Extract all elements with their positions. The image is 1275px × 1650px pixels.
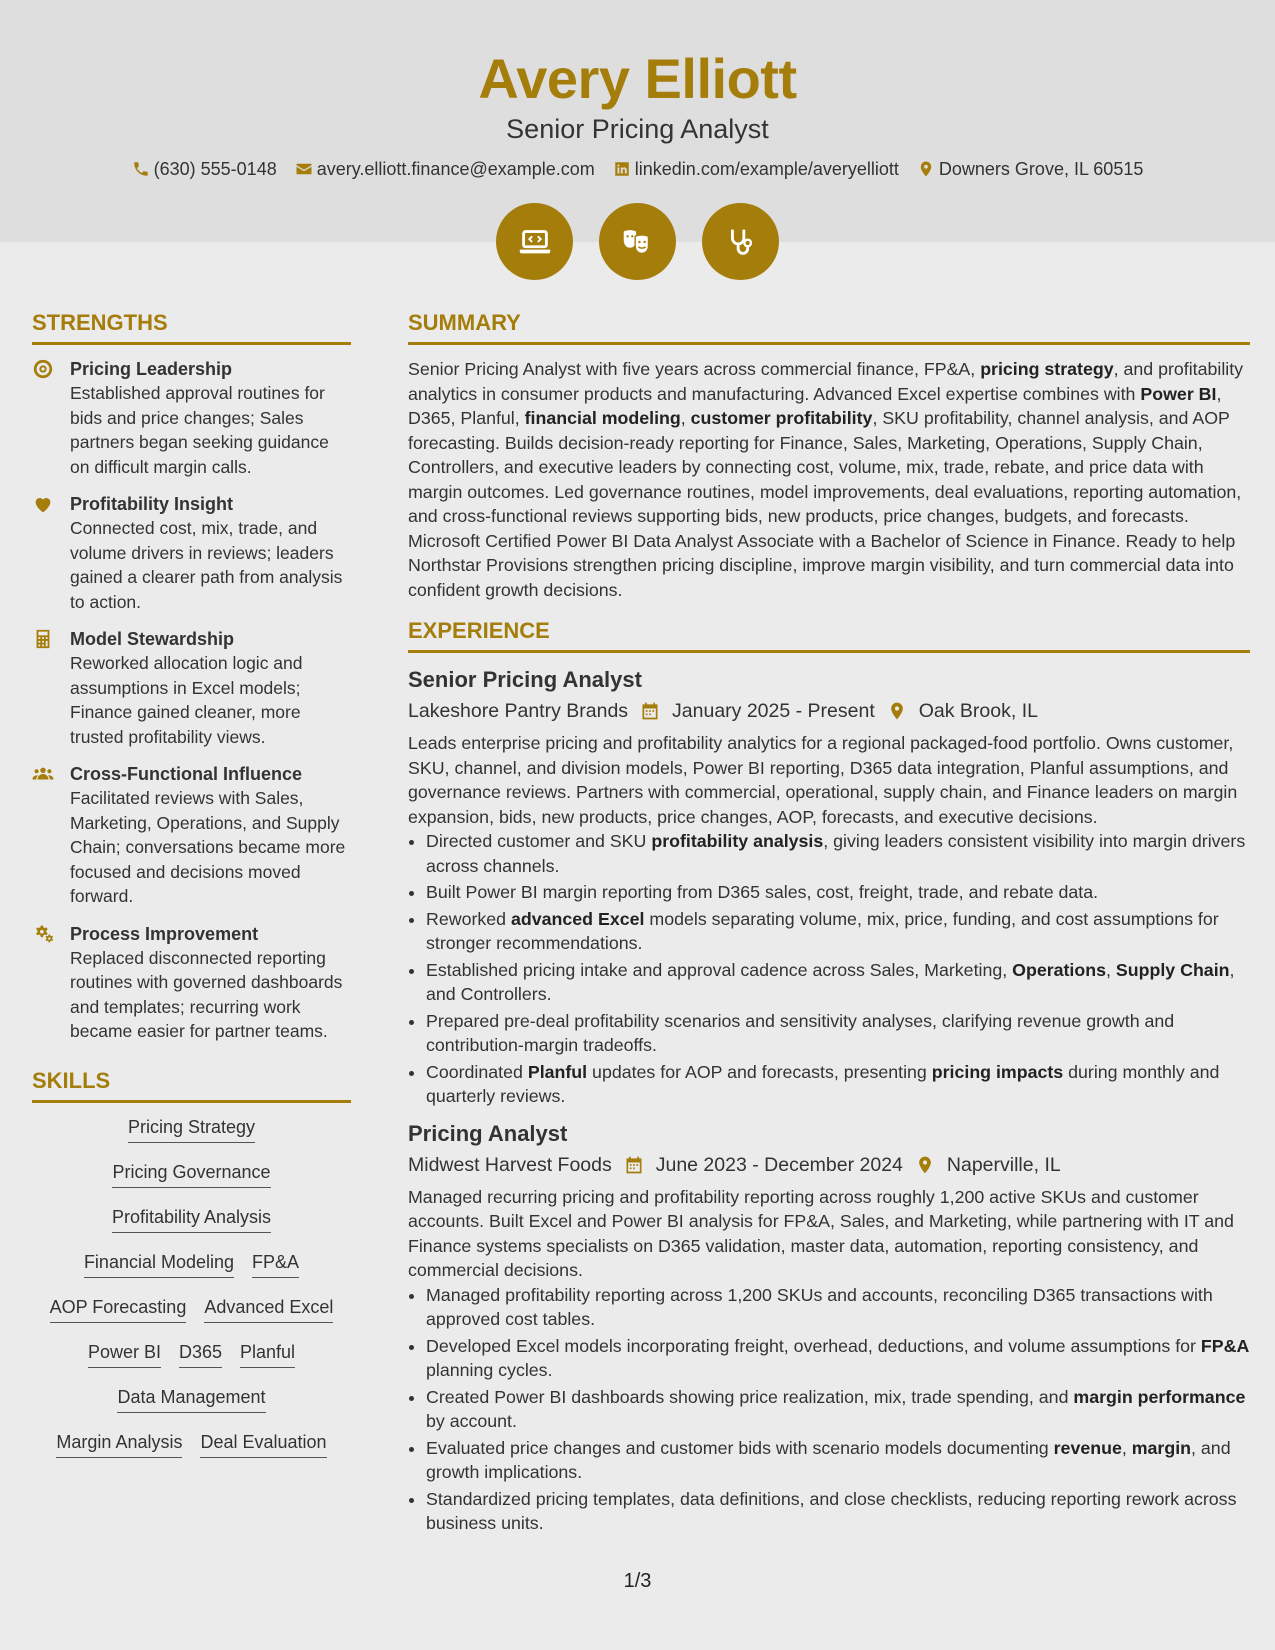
summary-text <box>408 357 1250 602</box>
bold-keyword: Operations <box>1012 959 1106 980</box>
map-pin-icon <box>915 1155 935 1175</box>
skill-tag: Pricing Governance <box>112 1160 270 1188</box>
left-column <box>32 308 351 1475</box>
skill-tag: Data Management <box>117 1385 265 1413</box>
job-dates: January 2025 - Present <box>672 700 875 722</box>
contact-email[interactable] <box>295 158 595 180</box>
hobby-circle <box>496 203 573 280</box>
job-dates: June 2023 - December 2024 <box>655 1153 903 1176</box>
experience-heading: EXPERIENCE <box>408 616 1250 653</box>
strength-item <box>32 627 351 749</box>
skill-row <box>32 1160 351 1205</box>
skill-row <box>32 1340 351 1385</box>
job-location: Oak Brook, IL <box>918 700 1038 722</box>
text-segment: models separating volume, mix, price, funding, and cost assumptions for stronger recommendations. <box>426 908 1219 953</box>
text-segment: , and Controllers. <box>426 959 1235 1004</box>
bullet-item <box>426 1060 1250 1109</box>
text-segment: Built Power BI margin reporting from D365 sales, cost, freight, trade, and rebate data. <box>426 882 1099 902</box>
bullet-item <box>426 1385 1250 1434</box>
strength-item <box>32 492 351 614</box>
text-segment: , and growth implications. <box>426 1437 1231 1482</box>
bold-keyword: margin <box>1131 1437 1192 1458</box>
job-entry <box>408 665 1250 1109</box>
job-bullets <box>408 1283 1250 1536</box>
contact-location <box>917 158 1143 180</box>
bullet-item <box>426 907 1250 956</box>
bold-keyword: Supply Chain <box>1115 959 1230 980</box>
map-pin-icon <box>887 701 907 721</box>
gears-icon <box>32 923 54 945</box>
text-segment: , <box>1106 959 1116 980</box>
job-description: Managed recurring pricing and profitability reporting across roughly 1,200 active SKUs and customer accounts. Built Excel and Power BI analysis for FP&A, Sales, and Marketing, while partnering with IT and Finance systems specialists on D365 validation, master data, automation, reporting consistency, and commercial decisions. <box>408 1186 1234 1280</box>
users-icon <box>32 763 54 785</box>
right-column <box>408 308 1250 1546</box>
skill-tag: Pricing Strategy <box>128 1115 255 1143</box>
bold-keyword: margin performance <box>1073 1386 1246 1407</box>
job-company: Midwest Harvest Foods <box>408 1153 612 1176</box>
phone-text: (630) 555-0148 <box>153 159 277 179</box>
bullet-item <box>426 1334 1250 1383</box>
text-segment: Created Power BI dashboards showing price realization, mix, trade spending, and <box>426 1386 1074 1407</box>
text-segment: during monthly and quarterly reviews. <box>426 1061 1220 1106</box>
bullet-item <box>426 958 1250 1007</box>
email-text: avery.elliott.finance@example.com <box>316 159 595 179</box>
candidate-name: Avery Elliott <box>478 47 797 110</box>
strength-title: Process Improvement <box>70 923 259 944</box>
skill-tag: Planful <box>240 1340 295 1368</box>
calendar-icon <box>624 1155 644 1175</box>
candidate-title: Senior Pricing Analyst <box>506 114 769 144</box>
strength-description: Reworked allocation logic and assumptions in Excel models; Finance gained cleaner, more trusted profitability views. <box>70 653 303 747</box>
stethoscope-icon <box>722 223 760 261</box>
bold-keyword: financial modeling <box>524 408 681 428</box>
contact-info <box>0 158 1275 180</box>
bullet-item <box>426 1487 1250 1536</box>
text-segment: , <box>1121 1437 1132 1458</box>
bold-keyword: Power BI <box>1140 383 1217 404</box>
text-segment: , <box>680 408 691 428</box>
text-segment: Coordinated <box>426 1061 528 1082</box>
bold-keyword: pricing strategy <box>980 359 1114 379</box>
contact-linkedin[interactable] <box>613 158 899 180</box>
skill-row <box>32 1250 351 1295</box>
text-segment: Evaluated price changes and customer bids with scenario models documenting <box>426 1437 1054 1458</box>
calendar-icon <box>640 701 660 721</box>
job-entry <box>408 1119 1250 1536</box>
calculator-icon <box>32 628 54 650</box>
location-text: Downers Grove, IL 60515 <box>938 159 1144 179</box>
strength-title: Cross-Functional Influence <box>70 764 303 784</box>
strength-item <box>32 357 351 479</box>
bullet-item <box>426 829 1250 878</box>
skill-tag: Profitability Analysis <box>112 1205 271 1233</box>
linkedin-text: linkedin.com/example/averyelliott <box>634 159 899 179</box>
contact-phone[interactable] <box>132 158 277 180</box>
text-segment: Directed customer and SKU <box>426 831 652 851</box>
job-title: Senior Pricing Analyst <box>408 667 642 692</box>
strength-description: Replaced disconnected reporting routines with governed dashboards and templates; recurring work became easier for partner teams. <box>70 947 343 1041</box>
skill-tag: Financial Modeling <box>84 1250 234 1278</box>
bold-keyword: FP&A <box>1200 1335 1250 1356</box>
skill-row <box>32 1115 351 1160</box>
bold-keyword: advanced Excel <box>511 908 645 929</box>
skill-row <box>32 1430 351 1475</box>
skill-tag: Deal Evaluation <box>200 1430 326 1458</box>
job-location: Naperville, IL <box>946 1153 1061 1176</box>
skill-tag: Power BI <box>88 1340 161 1368</box>
skills-list <box>32 1115 351 1475</box>
page-number: 1/3 <box>623 1570 652 1592</box>
job-meta <box>408 697 1250 725</box>
text-segment: , and profitability analytics in consumer products and manufacturing. Advanced Excel expertise combines with <box>408 359 1244 404</box>
skill-tag: D365 <box>179 1340 222 1368</box>
text-segment: , D365, Planful, <box>408 383 1222 428</box>
linkedin-icon <box>613 160 631 178</box>
map-pin-icon <box>917 160 935 178</box>
strength-item <box>32 762 351 909</box>
text-segment: updates for AOP and forecasts, presenting <box>587 1061 932 1082</box>
skill-row <box>32 1385 351 1430</box>
job-bullets <box>408 829 1250 1109</box>
bullet-item <box>426 880 1250 905</box>
text-segment: planning cycles. <box>426 1360 553 1380</box>
skill-tag: Margin Analysis <box>56 1430 182 1458</box>
text-segment: Developed Excel models incorporating freight, overhead, deductions, and volume assumptions for <box>426 1335 1201 1356</box>
strength-description: Facilitated reviews with Sales, Marketing, Operations, and Supply Chain; conversations became more focused and decisions moved forward. <box>70 788 346 906</box>
strength-description: Established approval routines for bids and price changes; Sales partners began seeking guidance on difficult margin calls. <box>70 383 329 477</box>
strength-title: Pricing Leadership <box>70 359 233 379</box>
text-segment: Prepared pre-deal profitability scenarios and sensitivity analyses, clarifying revenue growth and contribution-margin tradeoffs. <box>426 1010 1175 1055</box>
skill-row <box>32 1205 351 1250</box>
strength-item <box>32 922 351 1044</box>
strength-title: Model Stewardship <box>70 629 235 649</box>
strengths-heading: STRENGTHS <box>32 308 351 345</box>
laptop-code-icon <box>516 223 554 261</box>
bold-keyword: revenue <box>1053 1437 1122 1458</box>
skill-tag: AOP Forecasting <box>50 1295 187 1323</box>
skill-tag: FP&A <box>252 1250 299 1278</box>
target-icon <box>32 358 54 380</box>
job-title: Pricing Analyst <box>408 1120 568 1146</box>
job-description: Leads enterprise pricing and profitability analytics for a regional packaged-food portfolio. Owns customer, SKU, channel, and division models, Power BI reporting, D365 data integration, Planful assumptions, and governance reviews. Partners with commercial, operational, supply chain, and Finance leaders on margin expansion, bids, new products, price changes, AOP, forecasts, and executive decisions. <box>408 733 1238 827</box>
text-segment: by account. <box>426 1411 517 1431</box>
phone-icon <box>132 160 150 178</box>
job-company: Lakeshore Pantry Brands <box>408 700 629 722</box>
summary-heading: SUMMARY <box>408 308 1250 345</box>
job-meta <box>408 1151 1250 1179</box>
text-segment: Reworked <box>426 908 511 929</box>
envelope-icon <box>295 160 313 178</box>
hobby-circle <box>599 203 676 280</box>
text-segment: Managed profitability reporting across 1,200 SKUs and accounts, reconciling D365 transactions with approved cost tables. <box>426 1284 1213 1329</box>
resume-header <box>0 46 1275 180</box>
text-segment: , SKU profitability, channel analysis, and AOP forecasting. Builds decision-ready reporting for Finance, Sales, Marketing, Operations, Supply Chain, Controllers, and executive leaders by connecting cost, volume, mix, trade, rebate, and price data with margin outcomes. Led governance routines, model improvements, deal evaluations, reporting automation, and cross-functional reviews supporting bids, new products, price changes, budgets, and forecasts. Microsoft Certified Power BI Data Analyst Associate with a Bachelor of Science in Finance. Ready to help Northstar Provisions strengthen pricing discipline, improve margin visibility, and turn commercial data into confident growth decisions. <box>408 408 1242 600</box>
bold-keyword: Planful <box>527 1061 588 1082</box>
strength-description: Connected cost, mix, trade, and volume drivers in reviews; leaders gained a clearer path from analysis to action. <box>70 518 343 612</box>
skill-tag: Advanced Excel <box>204 1295 333 1323</box>
bold-keyword: profitability analysis <box>651 831 824 851</box>
bullet-item <box>426 1436 1250 1485</box>
text-segment: Senior Pricing Analyst with five years across commercial finance, FP&A, <box>408 359 981 379</box>
skill-row <box>32 1295 351 1340</box>
theater-masks-icon <box>619 223 657 261</box>
hobby-circle <box>702 203 779 280</box>
text-segment: Standardized pricing templates, data definitions, and close checklists, reducing reporting rework across business units. <box>426 1488 1237 1533</box>
bold-keyword: pricing impacts <box>931 1061 1064 1082</box>
text-segment: , giving leaders consistent visibility into margin drivers across channels. <box>426 831 1246 876</box>
text-segment: Established pricing intake and approval cadence across Sales, Marketing, <box>426 959 1013 980</box>
hobby-icons <box>0 203 1275 280</box>
heart-icon <box>32 493 54 515</box>
strength-title: Profitability Insight <box>70 494 234 514</box>
bullet-item <box>426 1283 1250 1332</box>
bullet-item <box>426 1009 1250 1058</box>
skills-heading: SKILLS <box>32 1066 351 1103</box>
bold-keyword: customer profitability <box>690 408 873 428</box>
